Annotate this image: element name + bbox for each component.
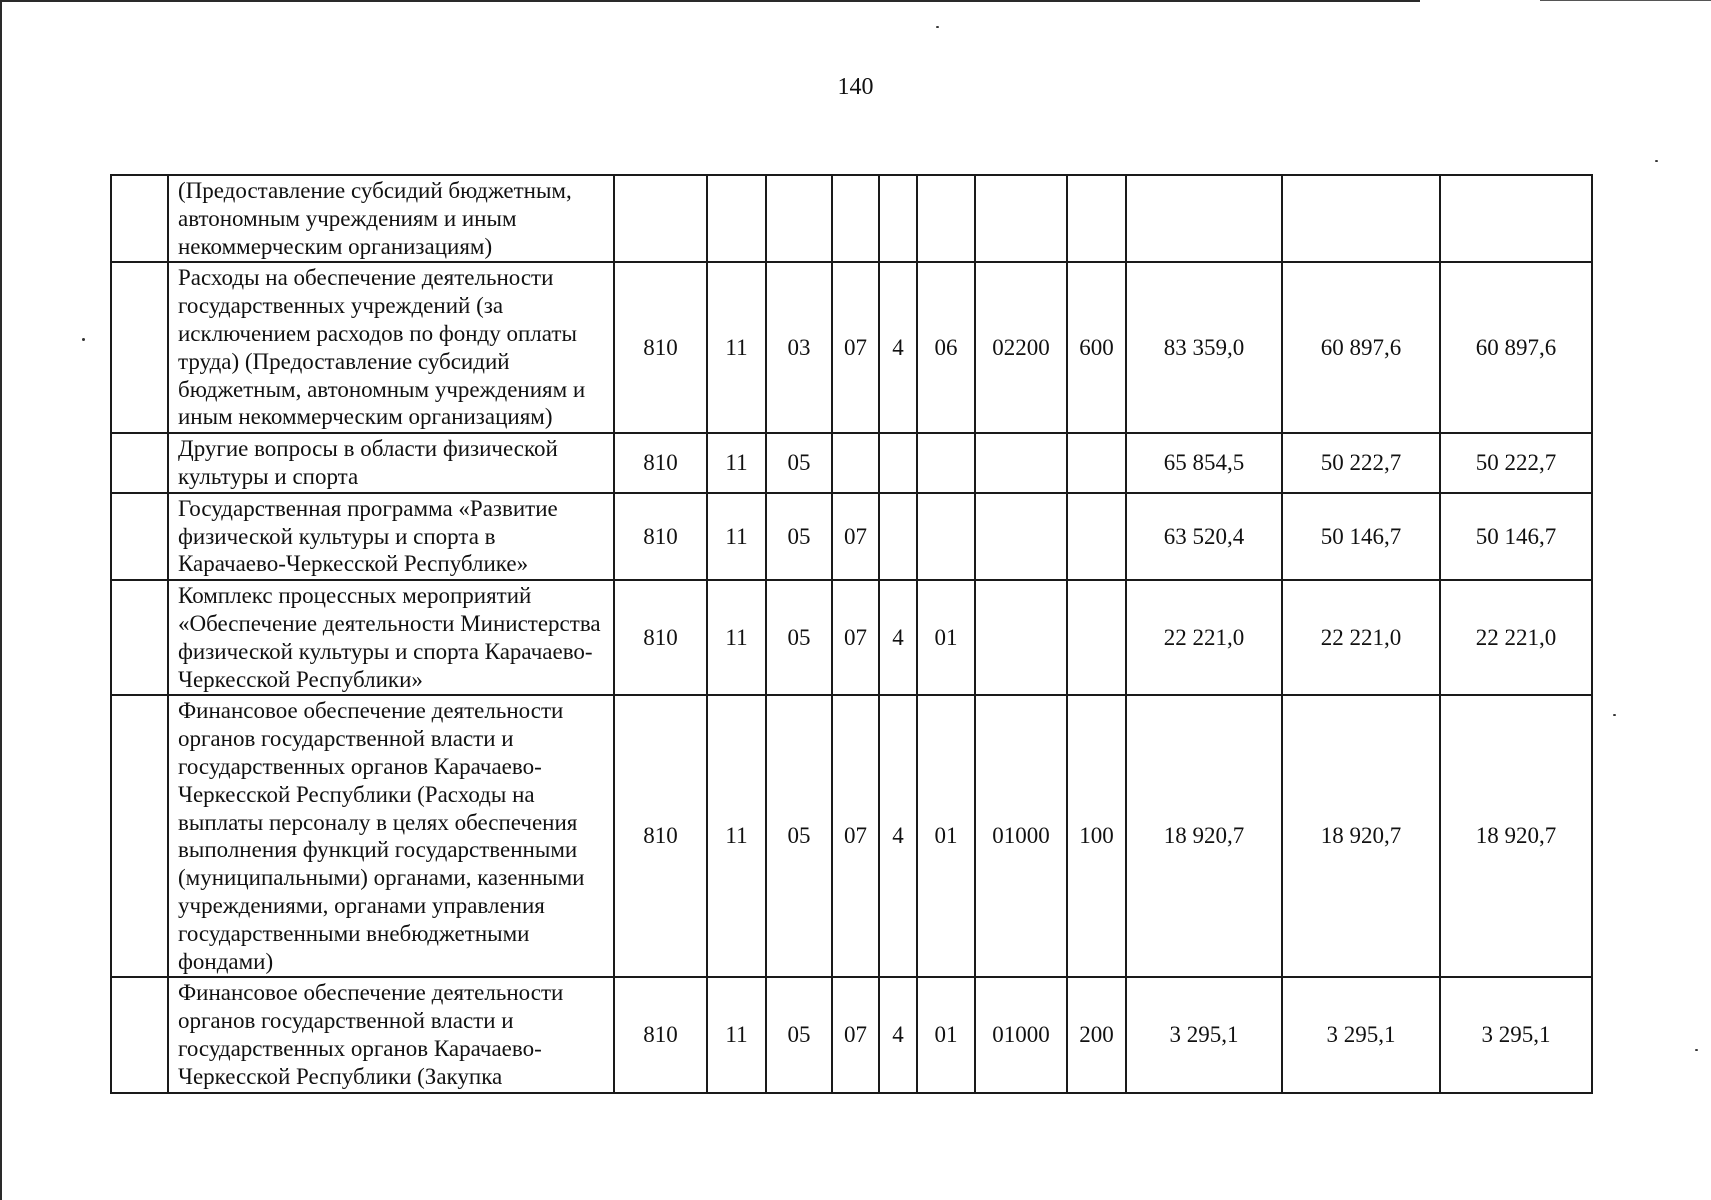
program-code-cell: 07 [832, 695, 879, 977]
gov-code-cell: 810 [614, 580, 707, 695]
scan-edge-top [0, 0, 1420, 2]
gov-code-cell [614, 175, 707, 262]
item-name-cell: Государственная программа «Развитие физической культуры и спорта в Карачаево-Черкесской Республике» [168, 493, 614, 580]
item-name-cell: Финансовое обеспечение деятельности органов государственной власти и государственных органов Карачаево-Черкесской Республики (Расходы на выплаты персоналу в целях обеспечения выполнения функций государственными (муниципальными) органами, казенными учреждениями, органами управления государственными внебюджетными фондами) [168, 695, 614, 977]
scan-speck [82, 338, 85, 341]
item-name-cell: (Предоставление субсидий бюджетным, автономным учреждениям и иным некоммерческим организациям) [168, 175, 614, 262]
subprogram-code-cell: 4 [879, 977, 917, 1092]
row-number-cell [111, 977, 168, 1092]
amount-year-3-cell: 18 920,7 [1440, 695, 1592, 977]
item-name-cell: Финансовое обеспечение деятельности органов государственной власти и государственных органов Карачаево-Черкесской Республики (Закупка [168, 977, 614, 1092]
amount-year-2-cell: 3 295,1 [1282, 977, 1440, 1092]
row-number-cell [111, 433, 168, 493]
subsection-code-cell: 05 [766, 977, 832, 1092]
amount-year-3-cell: 60 897,6 [1440, 262, 1592, 433]
item-name-cell: Другие вопросы в области физической культуры и спорта [168, 433, 614, 493]
table-row [111, 175, 1592, 262]
program-code-cell: 07 [832, 262, 879, 433]
gov-code-cell: 810 [614, 262, 707, 433]
amount-year-2-cell: 18 920,7 [1282, 695, 1440, 977]
expense-type-code-cell [1067, 493, 1126, 580]
scan-speck [1655, 160, 1658, 162]
expense-type-code-cell: 100 [1067, 695, 1126, 977]
expense-type-code-cell: 600 [1067, 262, 1126, 433]
gov-code-cell: 810 [614, 493, 707, 580]
gov-code-cell: 810 [614, 695, 707, 977]
table-row [111, 493, 1592, 580]
section-code-cell: 11 [707, 977, 766, 1092]
scan-speck [1613, 714, 1616, 716]
direction-code-cell: 01000 [975, 977, 1067, 1092]
subprogram-code-cell [879, 175, 917, 262]
table-row [111, 977, 1592, 1092]
table-row [111, 695, 1592, 977]
amount-year-1-cell [1126, 175, 1282, 262]
section-code-cell: 11 [707, 433, 766, 493]
amount-year-1-cell: 65 854,5 [1126, 433, 1282, 493]
amount-year-1-cell: 63 520,4 [1126, 493, 1282, 580]
scan-speck [936, 26, 939, 28]
expense-type-code-cell [1067, 433, 1126, 493]
row-number-cell [111, 695, 168, 977]
expense-type-code-cell [1067, 175, 1126, 262]
budget-table-body [111, 175, 1592, 1093]
amount-year-3-cell: 50 222,7 [1440, 433, 1592, 493]
amount-year-1-cell: 83 359,0 [1126, 262, 1282, 433]
subprogram-code-cell: 4 [879, 262, 917, 433]
program-code-cell: 07 [832, 977, 879, 1092]
activity-code-cell [917, 175, 975, 262]
activity-code-cell [917, 433, 975, 493]
table-row [111, 580, 1592, 695]
direction-code-cell [975, 433, 1067, 493]
section-code-cell: 11 [707, 262, 766, 433]
subsection-code-cell: 03 [766, 262, 832, 433]
program-code-cell: 07 [832, 580, 879, 695]
table-row [111, 433, 1592, 493]
amount-year-3-cell [1440, 175, 1592, 262]
direction-code-cell: 02200 [975, 262, 1067, 433]
row-number-cell [111, 175, 168, 262]
amount-year-2-cell: 60 897,6 [1282, 262, 1440, 433]
gov-code-cell: 810 [614, 977, 707, 1092]
amount-year-1-cell: 3 295,1 [1126, 977, 1282, 1092]
expense-type-code-cell: 200 [1067, 977, 1126, 1092]
direction-code-cell: 01000 [975, 695, 1067, 977]
scan-speck [1695, 1049, 1698, 1051]
subsection-code-cell: 05 [766, 580, 832, 695]
activity-code-cell: 01 [917, 695, 975, 977]
section-code-cell: 11 [707, 695, 766, 977]
row-number-cell [111, 262, 168, 433]
subsection-code-cell: 05 [766, 433, 832, 493]
item-name-cell: Комплекс процессных мероприятий «Обеспечение деятельности Министерства физической культуры и спорта Карачаево-Черкесской Республики» [168, 580, 614, 695]
subprogram-code-cell: 4 [879, 580, 917, 695]
activity-code-cell [917, 493, 975, 580]
section-code-cell [707, 175, 766, 262]
amount-year-1-cell: 18 920,7 [1126, 695, 1282, 977]
program-code-cell: 07 [832, 493, 879, 580]
page-number: 140 [837, 74, 874, 100]
section-code-cell: 11 [707, 580, 766, 695]
row-number-cell [111, 493, 168, 580]
program-code-cell [832, 175, 879, 262]
amount-year-3-cell: 50 146,7 [1440, 493, 1592, 580]
subprogram-code-cell: 4 [879, 695, 917, 977]
subprogram-code-cell [879, 433, 917, 493]
direction-code-cell [975, 175, 1067, 262]
program-code-cell [832, 433, 879, 493]
scan-edge-left [0, 0, 2, 1200]
table-row [111, 262, 1592, 433]
amount-year-3-cell: 22 221,0 [1440, 580, 1592, 695]
direction-code-cell [975, 493, 1067, 580]
scan-edge-top-right [1540, 0, 1711, 1]
amount-year-2-cell: 50 146,7 [1282, 493, 1440, 580]
amount-year-3-cell: 3 295,1 [1440, 977, 1592, 1092]
gov-code-cell: 810 [614, 433, 707, 493]
activity-code-cell: 01 [917, 977, 975, 1092]
expense-type-code-cell [1067, 580, 1126, 695]
amount-year-2-cell [1282, 175, 1440, 262]
amount-year-2-cell: 22 221,0 [1282, 580, 1440, 695]
activity-code-cell: 01 [917, 580, 975, 695]
activity-code-cell: 06 [917, 262, 975, 433]
subprogram-code-cell [879, 493, 917, 580]
item-name-cell: Расходы на обеспечение деятельности государственных учреждений (за исключением расходов по фонду оплаты труда) (Предоставление субсидий бюджетным, автономным учреждениям и иным некоммерческим организациям) [168, 262, 614, 433]
budget-table [110, 174, 1593, 1094]
subsection-code-cell [766, 175, 832, 262]
direction-code-cell [975, 580, 1067, 695]
subsection-code-cell: 05 [766, 493, 832, 580]
amount-year-2-cell: 50 222,7 [1282, 433, 1440, 493]
amount-year-1-cell: 22 221,0 [1126, 580, 1282, 695]
row-number-cell [111, 580, 168, 695]
section-code-cell: 11 [707, 493, 766, 580]
subsection-code-cell: 05 [766, 695, 832, 977]
